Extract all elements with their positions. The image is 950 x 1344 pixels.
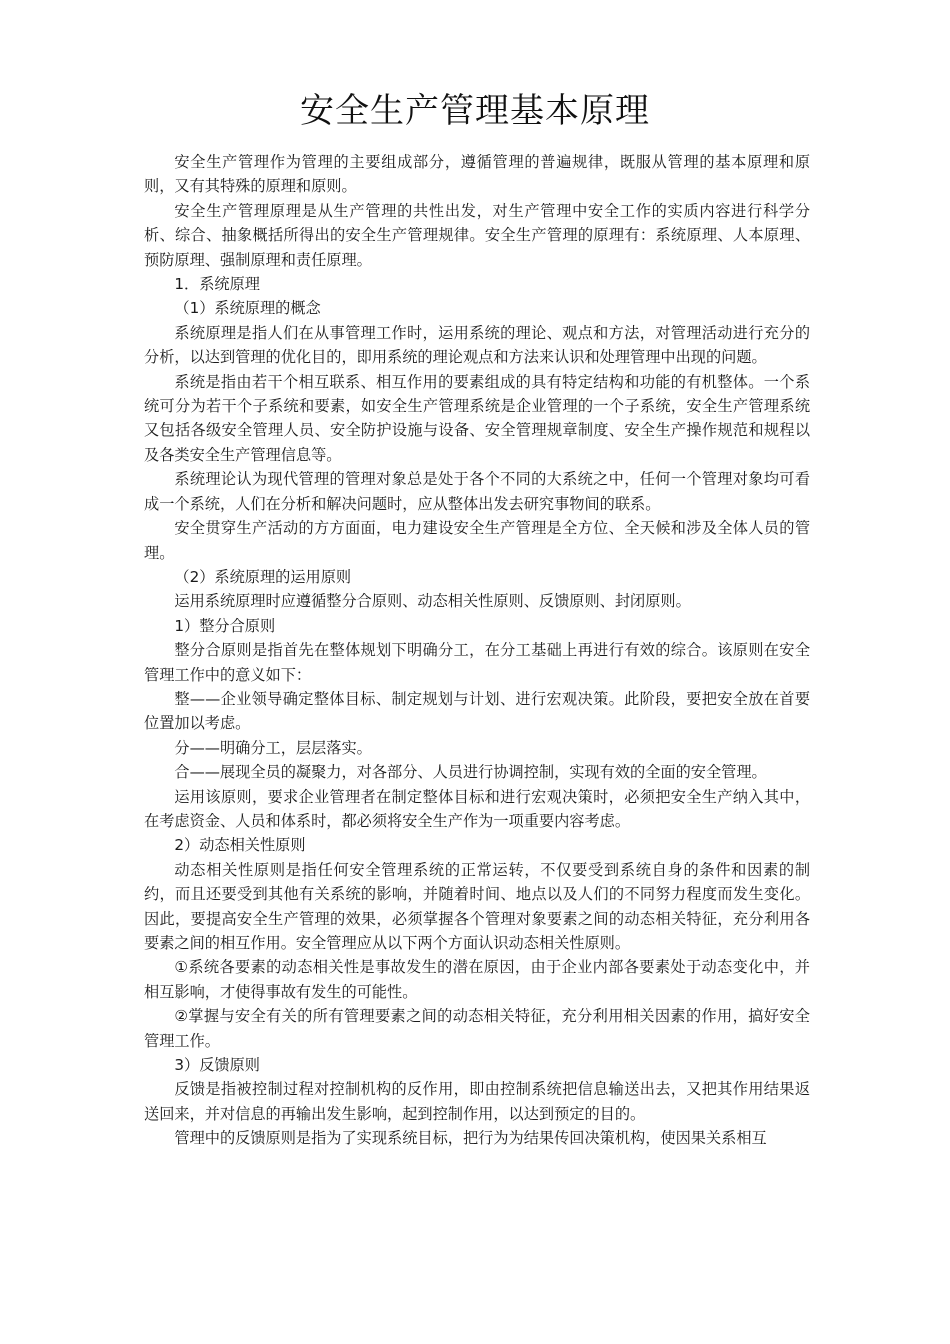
paragraph-system-definition: 系统是指由若干个相互联系、相互作用的要素组成的具有特定结构和功能的有机整体。一个系统可分为若干个子系统和要素，如安全生产管理系统是企业管理的一个子系统，安全生产管理系统又包括各级安全管理人员、安全防护设施与设备、安全管理规章制度、安全生产操作规范和规程以及各类安全生产管理信息等。: [144, 372, 810, 464]
item-heading-dynamic-correlation: 2）动态相关性原则: [174, 836, 306, 855]
paragraph-principles-overview: 安全生产管理原理是从生产管理的共性出发，对生产管理中安全工作的实质内容进行科学分析、综合、抽象概括所得出的安全生产管理规律。安全生产管理的原理有：系统原理、人本原理、预防原理、强制原理和责任原理。: [144, 201, 810, 269]
paragraph-integration-combine: 合——展现全员的凝聚力，对各部分、人员进行协调控制，实现有效的全面的安全管理。: [174, 763, 767, 782]
paragraph-safety-throughout: 安全贯穿生产活动的方方面面，电力建设安全生产管理是全方位、全天候和涉及全体人员的管理。: [144, 519, 810, 562]
paragraph-intro: 安全生产管理作为管理的主要组成部分，遵循管理的普遍规律，既服从管理的基本原理和原则，又有其特殊的原理和原则。: [144, 153, 810, 196]
item-heading-integration: 1）整分合原则: [174, 616, 276, 635]
item-heading-feedback: 3）反馈原则: [174, 1056, 260, 1075]
section-heading-system-principle: 1．系统原理: [174, 275, 260, 294]
paragraph-integration-divide: 分——明确分工，层层落实。: [174, 738, 372, 757]
paragraph-dynamic-point-1: ①系统各要素的动态相关性是事故发生的潜在原因，由于企业内部各要素处于动态变化中，并相互影响，才使得事故有发生的可能性。: [144, 958, 810, 1001]
paragraph-system-theory: 系统理论认为现代管理的管理对象总是处于各个不同的大系统之中，任何一个管理对象均可看成一个系统，人们在分析和解决问题时，应从整体出发去研究事物间的联系。: [144, 470, 810, 513]
paragraph-dynamic-correlation-definition: 动态相关性原则是指任何安全管理系统的正常运转，不仅要受到系统自身的条件和因素的制约，而且还要受到其他有关系统的影响，并随着时间、地点以及人们的不同努力程度而发生变化。因此，要提高安全生产管理的效果，必须掌握各个管理对象要素之间的动态相关特征，充分利用各要素之间的相互作用。安全管理应从以下两个方面认识动态相关性原则。: [144, 860, 810, 952]
paragraph-feedback-definition: 反馈是指被控制过程对控制机构的反作用，即由控制系统把信息输送出去，又把其作用结果返送回来，并对信息的再输出发生影响，起到控制作用，以达到预定的目的。: [144, 1080, 810, 1123]
subsection-heading-application: （2）系统原理的运用原则: [174, 567, 352, 586]
document-body: [144, 150, 810, 1151]
subsection-heading-concept: （1）系统原理的概念: [174, 299, 321, 318]
paragraph-system-principle-definition: 系统原理是指人们在从事管理工作时，运用系统的理论、观点和方法，对管理活动进行充分的分析，以达到管理的优化目的，即用系统的理论观点和方法来认识和处理管理中出现的问题。: [144, 323, 810, 367]
paragraph-dynamic-point-2: ②掌握与安全有关的所有管理要素之间的动态相关特征，充分利用相关因素的作用，搞好安全管理工作。: [144, 1007, 810, 1050]
paragraph-integration-usage: 运用该原则，要求企业管理者在制定整体目标和进行宏观决策时，必须把安全生产纳入其中，在考虑资金、人员和体系时，都必须将安全生产作为一项重要内容考虑。: [144, 787, 810, 830]
paragraph-feedback-principle: 管理中的反馈原则是指为了实现系统目标，把行为为结果传回决策机构，使因果关系相互: [174, 1129, 767, 1148]
document-title: 安全生产管理基本原理: [300, 91, 650, 131]
paragraph-integration-definition: 整分合原则是指首先在整体规划下明确分工，在分工基础上再进行有效的综合。该原则在安全管理工作中的意义如下：: [144, 641, 810, 684]
paragraph-integration-whole: 整——企业领导确定整体目标、制定规划与计划、进行宏观决策。此阶段，要把安全放在首要位置加以考虑。: [144, 689, 810, 733]
paragraph-application-principles: 运用系统原理时应遵循整分合原则、动态相关性原则、反馈原则、封闭原则。: [174, 592, 691, 611]
